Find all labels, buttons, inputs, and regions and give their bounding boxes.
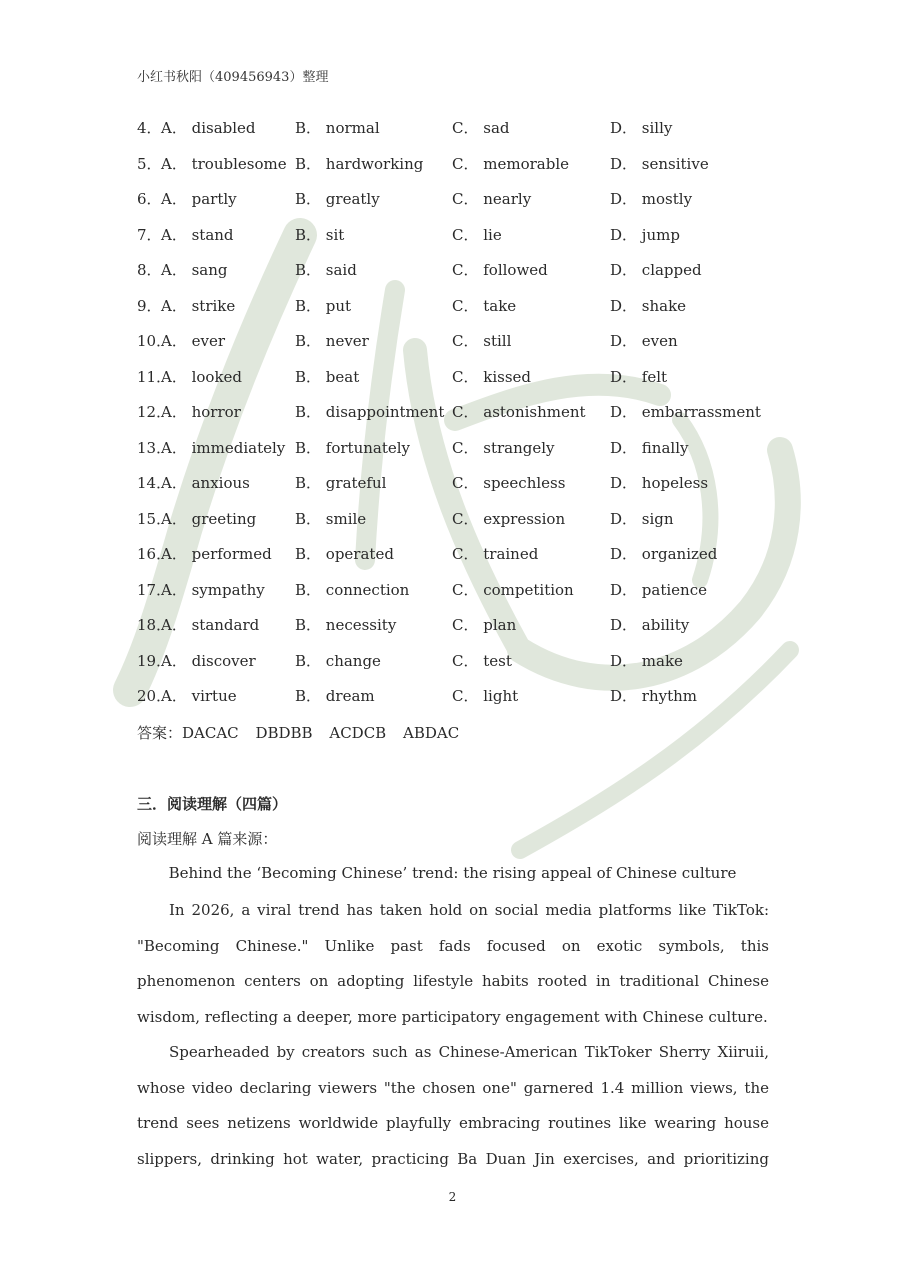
option-b: B． hardworking bbox=[295, 154, 424, 173]
question-row bbox=[137, 398, 837, 434]
option-c: C． trained bbox=[452, 545, 539, 563]
question-number: 20． bbox=[137, 687, 172, 705]
source-line: 阅读理解 A 篇来源： bbox=[137, 830, 278, 848]
option-d: D． finally bbox=[610, 438, 689, 457]
option-b: B． put bbox=[295, 296, 352, 315]
question-number: 14． bbox=[137, 474, 172, 492]
question-row bbox=[137, 185, 837, 221]
option-c: C． take bbox=[452, 296, 517, 315]
question-row bbox=[137, 327, 837, 363]
question-row bbox=[137, 682, 837, 718]
option-d: D． ability bbox=[610, 616, 690, 634]
question-number: 9． bbox=[137, 296, 162, 315]
option-d: D． felt bbox=[610, 367, 668, 386]
option-a: A． horror bbox=[161, 403, 241, 421]
question-row bbox=[137, 363, 837, 399]
option-d: D． sign bbox=[610, 509, 674, 528]
option-b: B． never bbox=[295, 332, 369, 350]
answer-key-label: 答案： bbox=[137, 724, 183, 742]
option-a: A． performed bbox=[161, 545, 272, 563]
question-row bbox=[137, 114, 837, 150]
option-d: D． embarrassment bbox=[610, 403, 761, 421]
question-row bbox=[137, 505, 837, 541]
option-a: A． standard bbox=[161, 616, 260, 634]
answer-group: DACAC bbox=[182, 724, 239, 742]
option-c: C． plan bbox=[452, 616, 517, 634]
question-number: 16． bbox=[137, 545, 172, 563]
option-b: B． greatly bbox=[295, 190, 380, 208]
option-a: A． immediately bbox=[161, 438, 286, 457]
option-c: C． lie bbox=[452, 225, 502, 244]
question-row bbox=[137, 540, 837, 576]
question-number: 17． bbox=[137, 580, 172, 599]
question-number: 4． bbox=[137, 119, 162, 137]
option-a: A． greeting bbox=[161, 509, 257, 528]
question-number: 19． bbox=[137, 651, 172, 670]
option-b: B． beat bbox=[295, 367, 360, 386]
option-c: C． strangely bbox=[452, 438, 555, 457]
answer-group: ABDAC bbox=[402, 724, 460, 742]
option-c: C． sad bbox=[452, 119, 510, 137]
option-c: C． nearly bbox=[452, 190, 532, 208]
question-row bbox=[137, 150, 837, 186]
question-number: 13． bbox=[137, 438, 172, 457]
answer-group: DBDBB bbox=[255, 724, 313, 742]
option-c: C． astonishment bbox=[452, 403, 586, 421]
option-c: C． expression bbox=[452, 509, 566, 528]
question-row bbox=[137, 434, 837, 470]
option-b: B． normal bbox=[295, 119, 380, 137]
question-number: 6． bbox=[137, 190, 162, 208]
option-d: D． clapped bbox=[610, 261, 702, 279]
question-number: 7． bbox=[137, 225, 162, 244]
page-number: 2 bbox=[448, 1190, 457, 1204]
option-a: A． troublesome bbox=[161, 154, 287, 173]
cloze-options-list bbox=[137, 114, 837, 718]
question-row bbox=[137, 469, 837, 505]
option-c: C． light bbox=[452, 687, 519, 705]
question-row bbox=[137, 576, 837, 612]
question-number: 15． bbox=[137, 509, 172, 528]
answer-key bbox=[137, 722, 471, 743]
option-b: B． dream bbox=[295, 687, 375, 705]
option-b: B． fortunately bbox=[295, 438, 411, 457]
page-header: 小红书秋阳（409456943）整理 bbox=[137, 70, 329, 85]
question-row bbox=[137, 221, 837, 257]
question-row bbox=[137, 611, 837, 647]
question-row bbox=[137, 256, 837, 292]
question-row bbox=[137, 292, 837, 328]
option-a: A． discover bbox=[161, 651, 256, 670]
option-d: D． jump bbox=[610, 225, 680, 244]
option-d: D． patience bbox=[610, 580, 707, 599]
option-b: B． smile bbox=[295, 509, 367, 528]
question-number: 10． bbox=[137, 332, 172, 350]
question-number: 8． bbox=[137, 261, 162, 279]
option-a: A． sympathy bbox=[161, 580, 265, 599]
option-d: D． organized bbox=[610, 545, 718, 563]
question-number: 11． bbox=[137, 367, 172, 386]
option-c: C． kissed bbox=[452, 367, 532, 386]
option-d: D． even bbox=[610, 332, 678, 350]
option-c: C． speechless bbox=[452, 474, 566, 492]
answer-group: ACDCB bbox=[329, 724, 387, 742]
option-d: D． rhythm bbox=[610, 687, 698, 705]
option-a: A． stand bbox=[161, 225, 234, 244]
option-a: A． partly bbox=[161, 190, 237, 208]
option-c: C． competition bbox=[452, 580, 574, 599]
option-a: A． virtue bbox=[161, 687, 237, 705]
option-c: C． test bbox=[452, 651, 512, 670]
option-d: D． make bbox=[610, 651, 683, 670]
option-d: D． silly bbox=[610, 119, 673, 137]
option-c: C． followed bbox=[452, 261, 548, 279]
option-d: D． sensitive bbox=[610, 154, 709, 173]
option-a: A． disabled bbox=[161, 119, 256, 137]
question-number: 5． bbox=[137, 154, 162, 173]
option-d: D． shake bbox=[610, 296, 687, 315]
article-title: Behind the ‘Becoming Chinese’ trend: the rising appeal of Chinese culture bbox=[168, 864, 737, 882]
option-b: B． grateful bbox=[295, 474, 387, 492]
option-a: A． strike bbox=[161, 296, 236, 315]
option-b: B． sit bbox=[295, 225, 345, 244]
option-d: D． hopeless bbox=[610, 474, 709, 492]
question-number: 12． bbox=[137, 403, 172, 421]
article-paragraph: In 2026, a viral trend has taken hold on social media platforms like TikTok: "Becoming Chinese." Unlike past fads focused on exotic symbols, this phenomenon centers on adopting lifestyle habits rooted in traditional Chinese wisdom, reflecting a deeper, more participatory engagement with Chinese culture. bbox=[137, 901, 769, 1026]
article-paragraph: Spearheaded by creators such as Chinese-American TikToker Sherry Xiiruii, whose video declaring viewers "the chosen one" garnered 1.4 million views, the trend sees netizens worldwide playfully embracing routines like wearing house slippers, drinking hot water, practicing Ba Duan Jin exercises, and prioritizing bbox=[137, 1043, 769, 1168]
option-a: A． looked bbox=[161, 367, 243, 386]
option-d: D． mostly bbox=[610, 190, 693, 208]
option-a: A． ever bbox=[161, 332, 225, 350]
option-b: B． change bbox=[295, 651, 381, 670]
option-b: B． operated bbox=[295, 545, 394, 563]
option-b: B． connection bbox=[295, 580, 410, 599]
option-b: B． necessity bbox=[295, 616, 397, 634]
question-number: 18． bbox=[137, 616, 172, 634]
question-row bbox=[137, 647, 837, 683]
option-a: A． sang bbox=[161, 261, 228, 279]
option-c: C． memorable bbox=[452, 154, 569, 173]
option-b: B． said bbox=[295, 261, 357, 279]
option-b: B． disappointment bbox=[295, 403, 445, 421]
option-c: C． still bbox=[452, 332, 512, 350]
option-a: A． anxious bbox=[161, 474, 250, 492]
section-heading: 三．阅读理解（四篇） bbox=[137, 795, 288, 813]
